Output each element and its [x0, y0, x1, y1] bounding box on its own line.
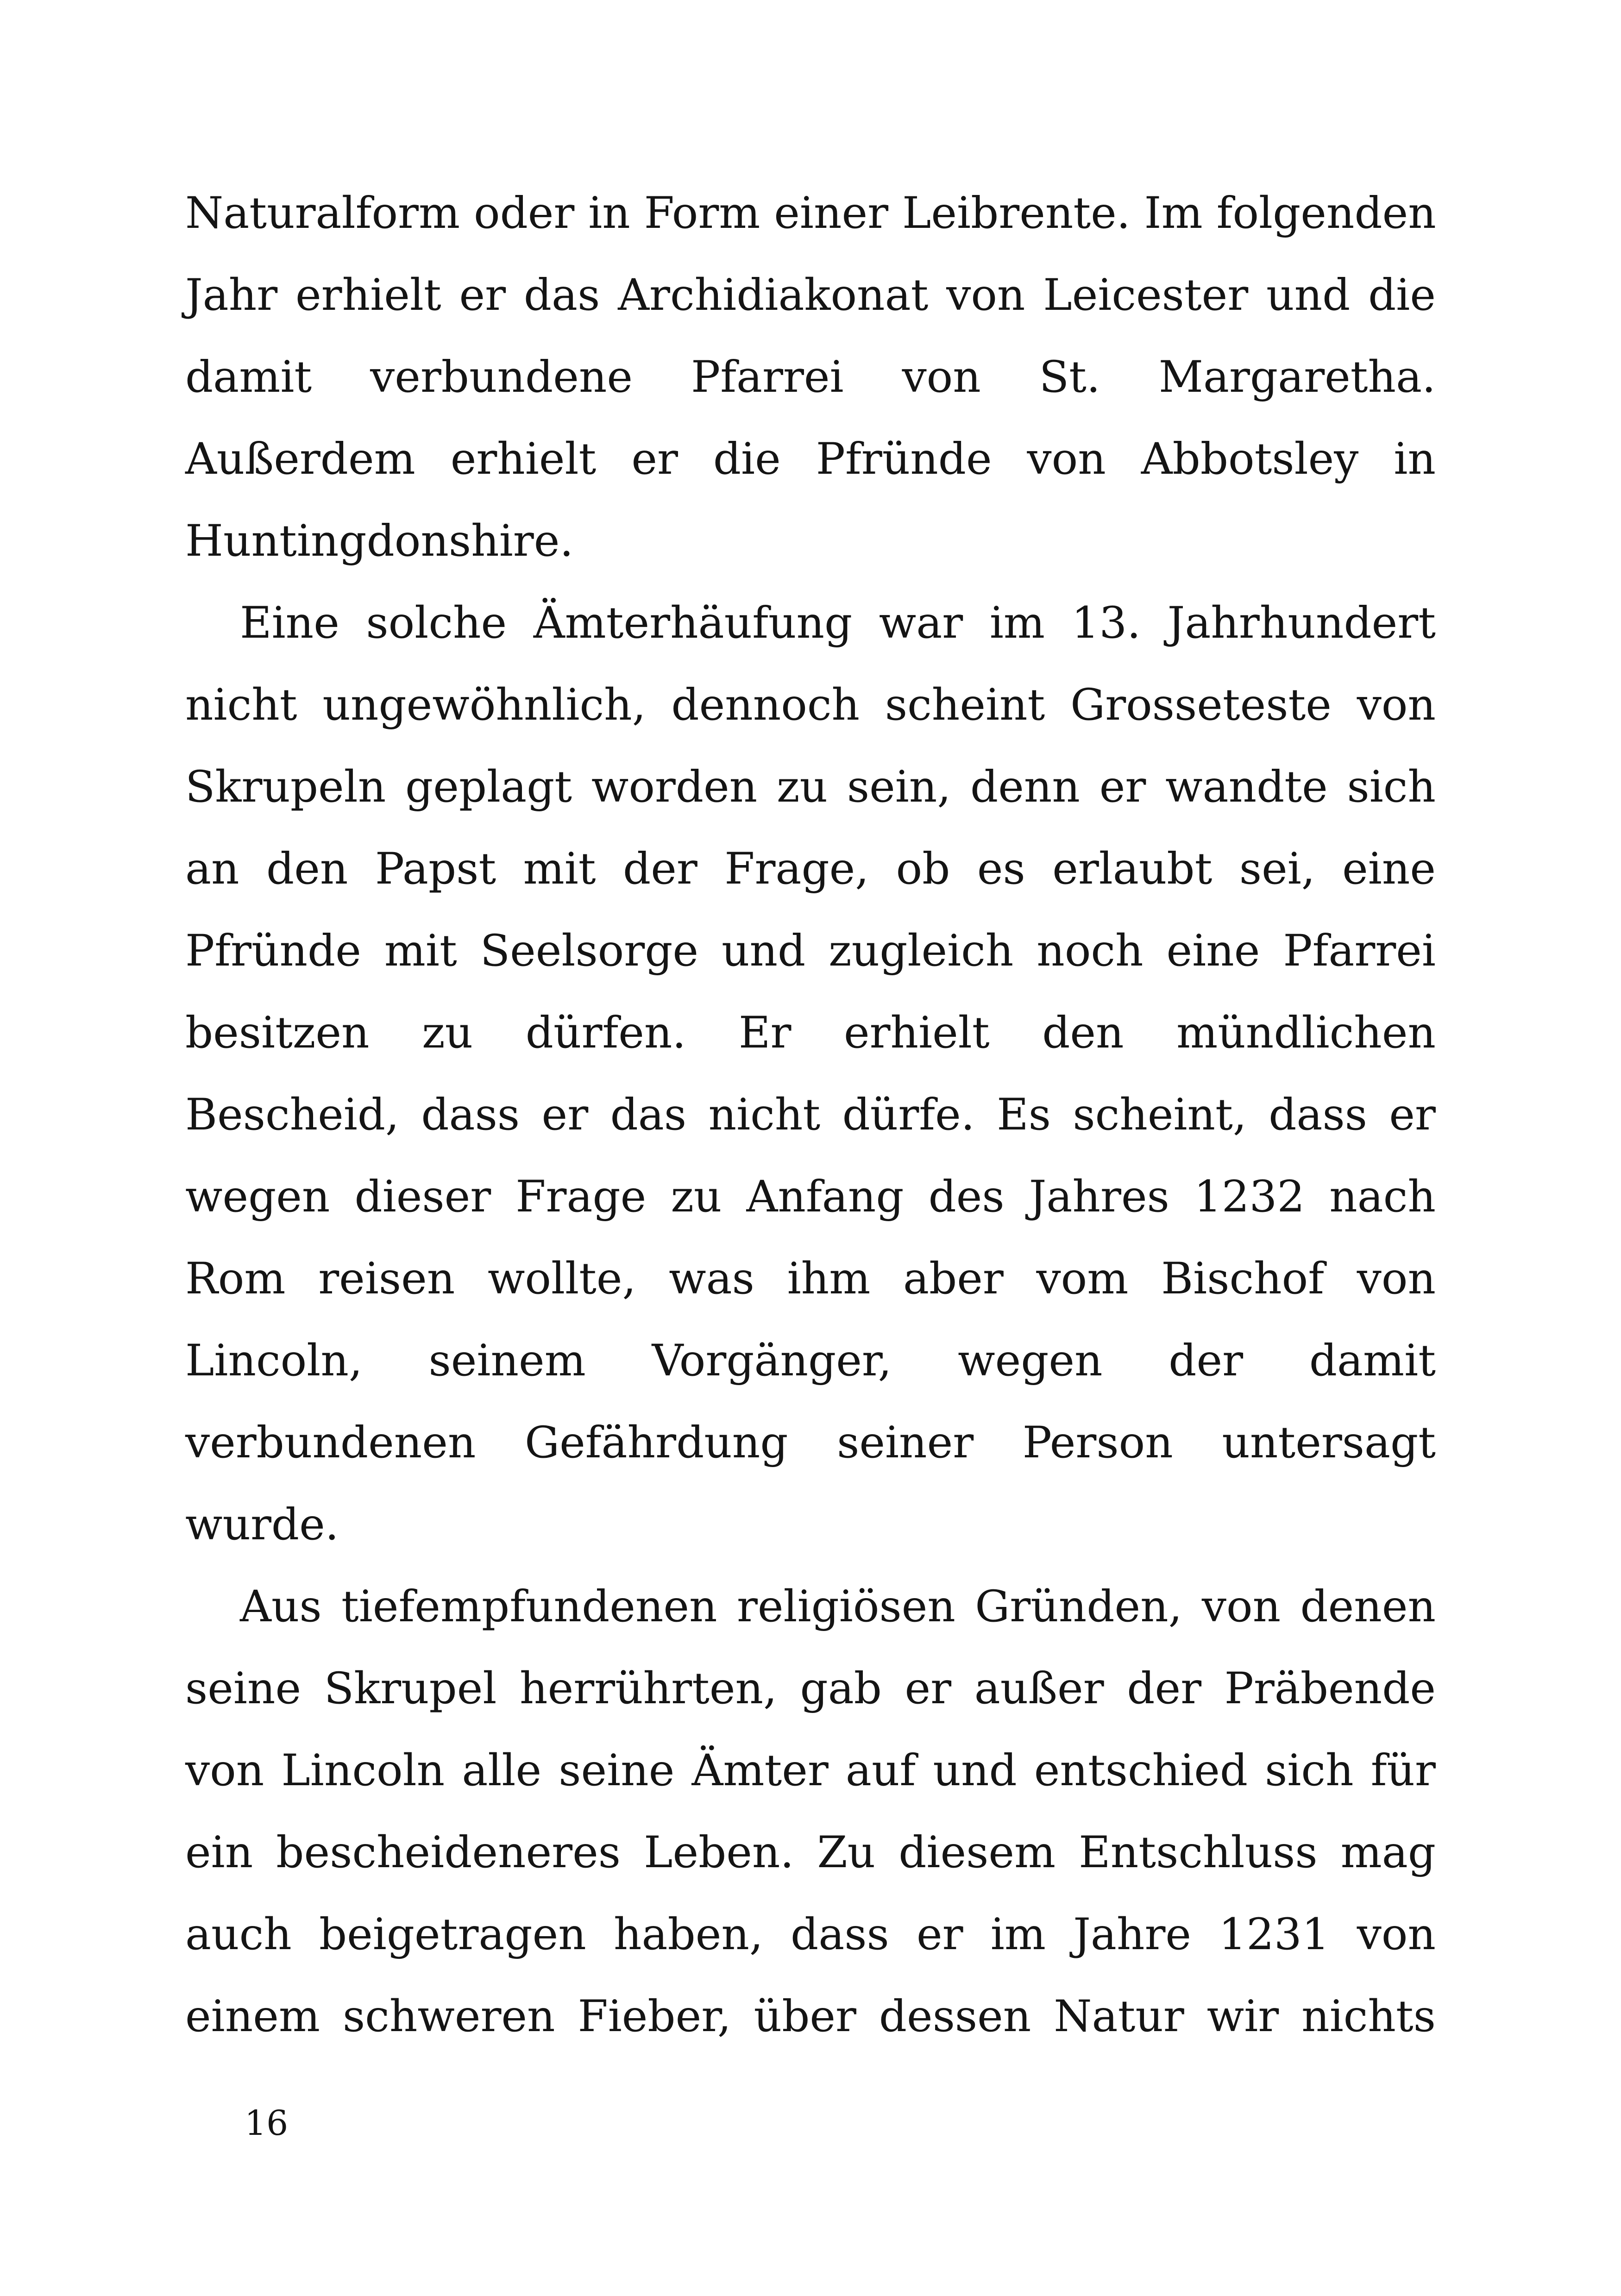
text-line: verbundenen Gefährdung seiner Person untersagt: [185, 1418, 1436, 1468]
text-line: Rom reisen wollte, was ihm aber vom Bischof von: [185, 1254, 1436, 1304]
text-line: Eine solche Ämterhäufung war im 13. Jahrhundert: [240, 598, 1436, 648]
text-line: Lincoln, seinem Vorgänger, wegen der damit: [185, 1336, 1436, 1386]
text-line: Pfründe mit Seelsorge und zugleich noch eine Pfarrei: [185, 926, 1436, 976]
text-line: Huntingdonshire.: [185, 516, 574, 566]
text-line: ein bescheideneres Leben. Zu diesem Entschluss mag: [185, 1827, 1436, 1878]
text-line: Außerdem erhielt er die Pfründe von Abbotsley in: [185, 434, 1436, 484]
text-line: von Lincoln alle seine Ämter auf und entschied sich für: [185, 1745, 1436, 1796]
text-line: Skrupeln geplagt worden zu sein, denn er wandte sich: [185, 762, 1436, 812]
text-line: Bescheid, dass er das nicht dürfe. Es scheint, dass er: [185, 1090, 1436, 1140]
text-line: auch beigetragen haben, dass er im Jahre 1231 von: [185, 1909, 1436, 1960]
text-line: besitzen zu dürfen. Er erhielt den mündlichen: [185, 1008, 1436, 1058]
text-line: an den Papst mit der Frage, ob es erlaubt sei, eine: [185, 844, 1436, 894]
text-line: seine Skrupel herrührten, gab er außer der Präbende: [185, 1663, 1436, 1714]
text-line: Naturalform oder in Form einer Leibrente. Im folgenden: [185, 188, 1436, 238]
text-line: Aus tiefempfundenen religiösen Gründen, von denen: [240, 1581, 1436, 1632]
paragraph-3: [185, 1566, 1436, 2058]
page-number: 16: [245, 2103, 289, 2143]
text-line: wegen dieser Frage zu Anfang des Jahres 1232 nach: [185, 1172, 1436, 1222]
text-line: wurde.: [185, 1499, 339, 1550]
paragraph-1: [185, 172, 1436, 582]
text-line: damit verbundene Pfarrei von St. Margaretha.: [185, 352, 1436, 402]
text-line: Jahr erhielt er das Archidiakonat von Leicester und die: [185, 270, 1436, 320]
text-line: einem schweren Fieber, über dessen Natur wir nichts: [185, 1991, 1436, 2042]
body-text: [185, 172, 1436, 2058]
paragraph-2: [185, 582, 1436, 1566]
text-line: nicht ungewöhnlich, dennoch scheint Grosseteste von: [185, 680, 1436, 730]
